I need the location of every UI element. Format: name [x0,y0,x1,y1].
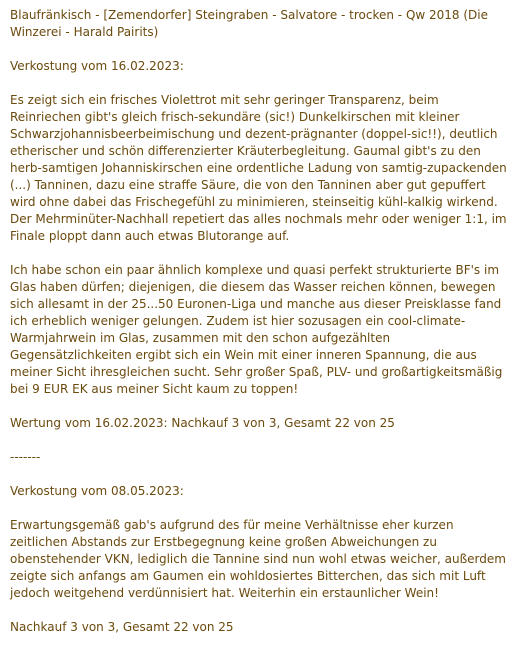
tasting-rating-1: Wertung vom 16.02.2023: Nachkauf 3 von 3, Gesamt 22 von 25 [10,416,395,430]
tasting-commentary-1: Ich habe schon ein paar ähnlich komplexe und quasi perfekt strukturierte BF's im Glas haben dürfen; diejenigen, die diesem das Wasser reichen können, bewegen sich allesamt in der 25...50 Euronen-Liga und manche aus dieser Preisklasse fand ich erheblich weniger gelungen. Zudem ist hier sozusagen ein cool-climate-Warmjahrwein im Glas, zusammen mit den schon aufgezählten Gegensätzlichkeiten ergibt sich ein Wein mit einer inneren Spannung, die aus meiner Sicht ihresgleichen sucht. Sehr großer Spaß, PLV- und großartigkeitsmäßig bei 9 EUR EK aus meiner Sicht kaum zu toppen! [10,263,503,396]
tasting-rating-2: Nachkauf 3 von 3, Gesamt 22 von 25 [10,620,234,634]
tasting-description-2: Erwartungsgemäß gab's aufgrund des für meine Verhältnisse eher kurzen zeitlichen Abstands zur Erstbegegnung keine großen Abweichungen zu obenstehender VKN, lediglich die Tannine sind nun wohl etwas weicher, außerdem zeigte sich anfangs am Gaumen ein wohldosiertes Bitterchen, das sich mit Luft jedoch weitgehend verdünnisiert hat. Weiterhin ein erstaunlicher Wein! [10,518,506,600]
tasting-heading-2: Verkostung vom 08.05.2023: [10,484,184,498]
wine-title: Blaufränkisch - [Zemendorfer] Steingraben - Salvatore - trocken - Qw 2018 (Die Winzerei - Harald Pairits) [10,8,489,39]
tasting-description-1: Es zeigt sich ein frisches Violettrot mit sehr geringer Transparenz, beim Reinriechen gibt's gleich frisch-sekundäre (sic!) Dunkelkirschen mit kleiner Schwarzjohannisbeerbeimischung und dezent-prägnanter (doppel-sic!!), deutlich etherischer und schön differenzierter Kräuterbegleitung. Gaumal gibt's zu den herb-samtigen Johanniskirschen eine ordentliche Ladung von samtig-zupackenden (...) Tanninen, dazu eine straffe Säure, die von den Tanninen aber gut gepuffert wird ohne dabei das Frischegefühl zu minimieren, steinseitig kühl-kalkig wirkend. Der Mehrminüter-Nachhall repetiert das alles nochmals mehr oder weniger 1:1, im Finale ploppt dann auch etwas Blutorange auf. [10,93,507,243]
section-separator: ------- [10,450,41,464]
tasting-heading-1: Verkostung vom 16.02.2023: [10,59,184,73]
